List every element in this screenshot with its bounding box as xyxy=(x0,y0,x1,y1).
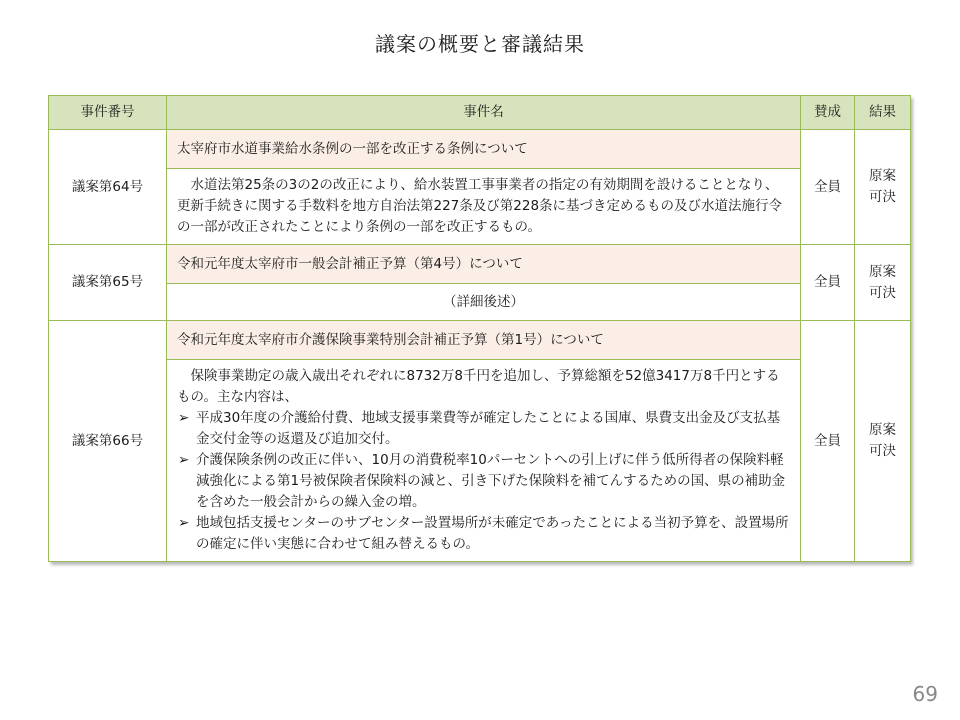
list-item xyxy=(177,450,790,513)
result-cell xyxy=(855,245,911,321)
result-line: 原案 xyxy=(869,422,896,438)
result-line: 可決 xyxy=(869,284,896,301)
result-line: 原案 xyxy=(869,263,896,280)
case-number: 議案第64号 xyxy=(49,130,167,245)
arrow-bullet-icon: ➢ xyxy=(178,515,190,531)
case-number: 議案第65号 xyxy=(49,245,167,321)
table-row xyxy=(49,284,911,321)
list-item xyxy=(177,513,790,555)
result-line: 可決 xyxy=(869,189,896,205)
header-vote: 賛成 xyxy=(801,96,855,130)
header-case-no: 事件番号 xyxy=(49,96,167,130)
bullet-list xyxy=(177,408,790,555)
table-row xyxy=(49,360,911,562)
case-topic: 令和元年度太宰府市介護保険事業特別会計補正予算（第1号）について xyxy=(167,321,801,360)
case-description-cell xyxy=(167,169,801,245)
agenda-table-wrapper xyxy=(48,95,910,562)
arrow-bullet-icon: ➢ xyxy=(178,410,190,426)
case-number: 議案第66号 xyxy=(49,321,167,562)
arrow-bullet-icon: ➢ xyxy=(178,452,190,468)
vote-cell: 全員 xyxy=(801,245,855,321)
list-item-text: 介護保険条例の改正に伴い、10月の消費税率10パーセントへの引上げに伴う低所得者の保険料軽減強化による第1号被保険者保険料の減と、引き下げた保険料を補てんするための国、県の補助金を含めた一般会計からの繰入金の増。 xyxy=(196,452,786,510)
list-item-text: 平成30年度の介護給付費、地域支援事業費等が確定したことによる国庫、県費支出金及び支払基金交付金等の返還及び追加交付。 xyxy=(196,410,781,447)
page-number: 69 xyxy=(912,682,938,706)
table-row xyxy=(49,321,911,360)
table-row xyxy=(49,169,911,245)
result-cell xyxy=(855,130,911,245)
case-detail-note: （詳細後述） xyxy=(167,284,801,321)
slide-title: 議案の概要と審議結果 xyxy=(375,32,585,56)
agenda-table xyxy=(48,95,911,562)
header-case-name: 事件名 xyxy=(167,96,801,130)
table-header-row xyxy=(49,96,911,130)
result-line: 可決 xyxy=(869,443,896,459)
case-description-cell xyxy=(167,360,801,562)
vote-cell: 全員 xyxy=(801,130,855,245)
vote-cell: 全員 xyxy=(801,321,855,562)
result-line: 原案 xyxy=(869,168,896,184)
header-result: 結果 xyxy=(855,96,911,130)
case-topic: 太宰府市水道事業給水条例の一部を改正する条例について xyxy=(167,130,801,169)
case-intro: 保険事業勘定の歳入歳出それぞれに8732万8千円を追加し、予算総額を52億3417万8千円とするもの。主な内容は、 xyxy=(177,368,780,405)
result-cell xyxy=(855,321,911,562)
table-row xyxy=(49,245,911,284)
case-topic: 令和元年度太宰府市一般会計補正予算（第4号）について xyxy=(167,245,801,284)
list-item-text: 地域包括支援センターのサブセンター設置場所が未確定であったことによる当初予算を、設置場所の確定に伴い実態に合わせて組み替えるもの。 xyxy=(196,515,789,552)
case-description: 水道法第25条の3の2の改正により、給水装置工事事業者の指定の有効期間を設けることとなり、更新手続きに関する手数料を地方自治法第227条及び第228条に基づき定めるもの及び水道法施行令の一部が改正されたことにより条例の一部を改正するもの。 xyxy=(177,177,783,235)
table-row xyxy=(49,130,911,169)
list-item xyxy=(177,408,790,450)
